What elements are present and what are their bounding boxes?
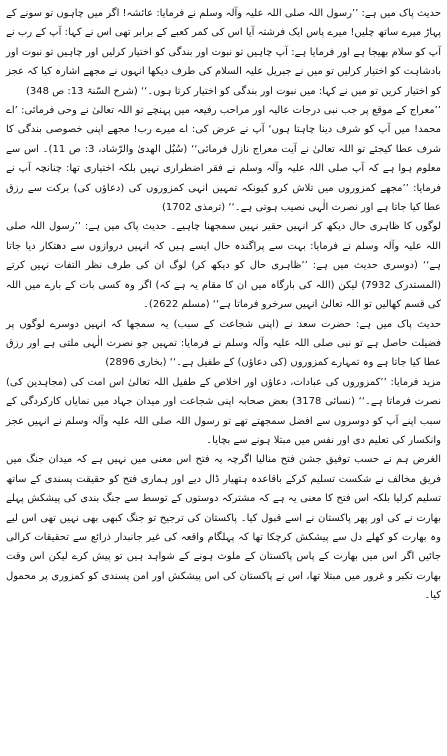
paragraph-dishevelled-poor: لوگوں کا ظاہری حال دیکھ کر انہیں حقیر نہیں سمجھنا چاہیے۔ حدیث پاک میں ہے: ’’رسول اللہ صلی اللہ علیہ وآلہ وسلم نے فرمایا: بہت سے پراگندہ حال ایسے ہیں کہ انہیں دروازوں سے دھتکار دیا جاتا ہے‘‘ (دوسری حدیث میں ہے: ’’ظاہری حال کو دیکھ کر) لوگ ان کی طرف نظر التفات نہیں کرتے (المستدرک 7932) لیکن (اللہ کی بارگاہ میں ان کا مقام یہ ہے کہ) اگر وہ کسی بات کے بارے میں اللہ کی قسم کھالیں تو اللہ تعالیٰ انہیں سرخرو فرماتا ہے‘‘ (مسلم 2622)۔ <box>6 221 441 311</box>
paragraph-miraj-servitude: ’’معراج کے موقع پر جب نبی درجات عالیہ اور مراحب رفیعہ میں پہنچے تو اللہ تعالیٰ نے وحی فرمائی: ’اے محمد! میں آپ کو شرف دینا چاہتا ہوں‘ آپ نے عرض کی: اے میرے رب! مجھے اپنی خصوصی بندگی کا شرف عطا کیجئے تو اللہ تعالیٰ نے آیت معراج نازل فرمائی‘‘ (سُبُل الھدیٰ والرّشاد، 3: ص 11)۔ اس سے معلوم ہوا ہے کہ آپ صلی اللہ علیہ وآلہ وسلم نے فقر اضطراری نہیں بلکہ اختیاری تھا: چنانچہ آپ نے فرمایا: ’’مجھے کمزوروں میں تلاش کرو کیونکہ تمہیں انہی کمزوروں کی (دعاؤں کی) برکت سے رزق عطا کیا جاتا ہے اور نصرت الٰہی نصیب ہوتی ہے۔‘‘ (ترمذی 1702) <box>6 105 441 214</box>
paragraph-help-through-weak: مزید فرمایا: ’’کمزوروں کی عبادات، دعاؤں اور اخلاص کے طفیل اللہ تعالیٰ اس امت کی (مجاہدین کی) نصرت فرماتا ہے۔‘‘ (نسائی 3178) بعض صحابہ اپنی شجاعت اور میدان جہاد میں نمایاں کارکردگی کے سبب اپنے آپ کو دوسروں سے افضل سمجھتے تھے تو رسول اللہ صلی اللہ علیہ وآلہ وسلم نے انہیں عجز وانکسار کی تعلیم دی اور نفس میں مبتلا ہونے سے بچایا۔ <box>6 376 441 446</box>
paragraph-hazrat-saad: حدیث پاک میں ہے: حضرت سعد نے (اپنی شجاعت کے سبب) یہ سمجھا کہ انہیں دوسرے لوگوں پر فضیلت حاصل ہے تو نبی صلی اللہ علیہ وآلہ وسلم نے فرمایا: تمہیں جو نصرت الٰہی ملتی ہے اور رزق عطا کیا جاتا ہے وہ تمہارے کمزوروں (کی دعاؤں) کے طفیل ہے۔‘‘ (بخاری 2896) <box>6 318 441 369</box>
paragraph-hadith-mountains-of-gold: حدیث پاک میں ہے: ’’رسول اللہ صلی اللہ علیہ وآلہ وسلم نے فرمایا: عائشہ! اگر میں چاہوں تو سونے کے پہاڑ میرے ساتھ چلیں! میرے پاس ایک فرشتہ آیا اس کی کمر کعبے کے برابر تھی اس نے کہا: آپ کے رب نے آپ کو سلام بھیجا ہے اور فرمایا ہے: آپ چاہیں تو نبوت اور بندگی کو اختیار کرلیں اور چاہیں تو نبوت اور بادشاہت کو اختیار کرلیں تو میں نے جبریل علیہ السلام کی طرف دیکھا انہوں نے مجھے اشارہ کیا کہ عجز کو اختیار کریں تو میں نے کہا: میں نبوت اور بندگی کو اختیار کرتا ہوں۔‘‘ (شرح السّنۃ 13: ص 348) <box>6 8 441 97</box>
paragraph-victory-celebration: الغرض ہم نے حسب توفیق جشن فتح منالیا اگرچہ یہ فتح اس معنی میں نہیں ہے کہ میدان جنگ میں فریق مخالف نے شکست تسلیم کرکے باقاعدہ ہتھیار ڈال دیے اور ہماری فتح کو حقیقت پسندی کے ساتھ تسلیم کرلیا بلکہ اس فتح کا معنی یہ ہے کہ مشترکہ دوستوں کے توسط سے جنگ بندی کی پیشکش پہلے بھارت نے کی اور پھر پاکستان نے اسے قبول کیا۔ پاکستان کی ترجیح تو جنگ کبھی بھی نہیں تھی اس لیے وہ بھارت کو کھلے دل سے پیشکش کرچکا تھا کہ پہلگام واقعہ کی غیر جانبدار ذرائع سے تحقیقات کرالی جائیں اگر اس میں بھارت کے پاس پاکستان کے ملوث ہونے کے شواہد ہیں تو پیش کرے لیکن اس وقت بھارت تکبر و غرور میں مبتلا تھا، اس نے پاکستان کی اس پیشکش اور امن پسندی کو کمزوری پر محمول کیا۔ <box>6 454 441 602</box>
